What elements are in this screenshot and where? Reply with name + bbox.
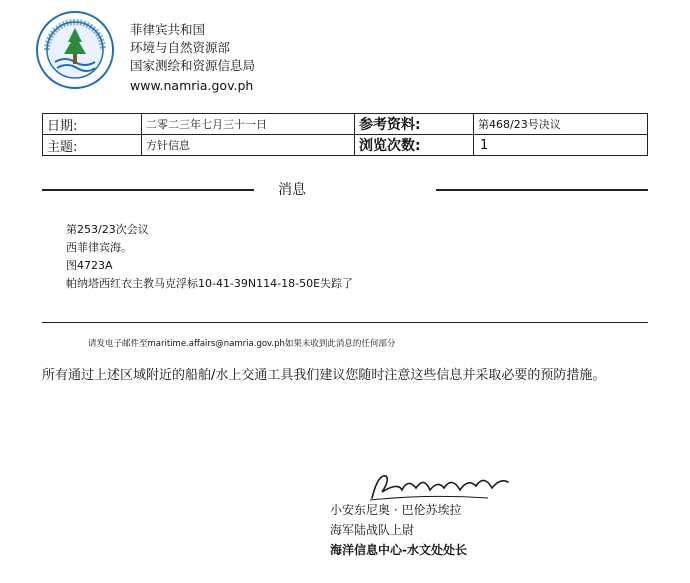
message-line: 西菲律宾海。: [66, 241, 132, 254]
namria-seal-logo: [35, 10, 115, 90]
views-label: 浏览次数:: [355, 135, 474, 156]
divider-left: [42, 189, 254, 191]
advisory-text: 所有通过上述区域附近的船舶/水上交通工具我们建议您随时注意这些信息并采取必要的预防措施。: [42, 368, 606, 383]
signatory-name: 小安东尼奥 · 巴伦苏埃拉: [330, 503, 462, 517]
views-value: 1: [474, 135, 648, 156]
message-title: 消息: [278, 182, 306, 198]
subject-value: 方针信息: [142, 135, 355, 156]
signatory-position: 海洋信息中心-水文处处长: [330, 543, 467, 557]
message-line: 帕纳塔西红衣主教马克浮标10-41-39N114-18-50E失踪了: [66, 277, 354, 290]
info-table: [42, 113, 648, 156]
subject-label: 主题:: [43, 135, 142, 156]
reference-value: 第468/23号决议: [474, 114, 648, 135]
agency-website[interactable]: www.namria.gov.ph: [130, 78, 254, 93]
date-label: 日期:: [43, 114, 142, 135]
info-row-2: [43, 135, 648, 156]
message-line: 第253/23次会议: [66, 223, 149, 236]
signatory-rank: 海军陆战队上尉: [330, 523, 415, 537]
country-name: 菲律宾共和国: [130, 22, 206, 37]
department-name: 环境与自然资源部: [130, 40, 231, 55]
agency-name: 国家测绘和资源信息局: [130, 58, 256, 73]
message-line: 图4723A: [66, 259, 113, 272]
reference-label: 参考资料:: [355, 114, 474, 135]
info-row-1: [43, 114, 648, 135]
divider-right: [436, 189, 648, 191]
contact-note: 请发电子邮件至maritime.affairs@namria.gov.ph如果未收到此消息的任何部分: [88, 339, 396, 349]
date-value: 二零二三年七月三十一日: [142, 114, 355, 135]
divider-full: [42, 322, 648, 323]
handwritten-signature: [368, 468, 518, 506]
